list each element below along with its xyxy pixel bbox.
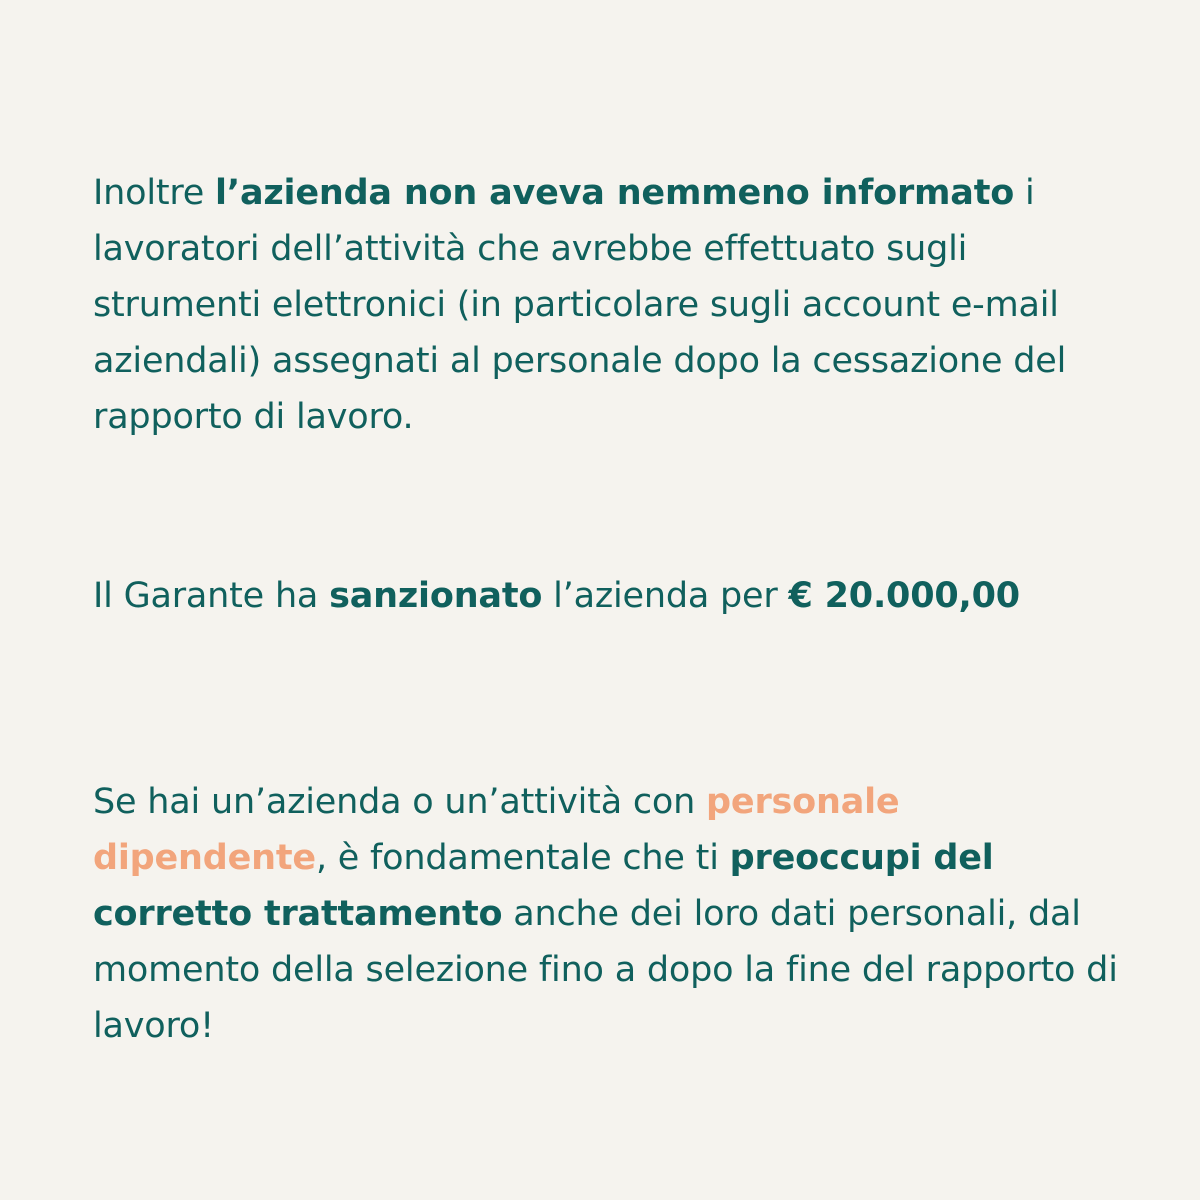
p1-rest: i lavoratori dell’attività che avrebbe effettuato sugli strumenti elettronici (in particolare sugli account e-mail aziendali) assegnati al personale dopo la cessazione del rapporto di lavoro.	[93, 173, 1067, 437]
p3-bold-statement: preoccupi del corretto trattamento	[93, 838, 994, 934]
p3-rest: anche dei loro dati personali, dal momento della selezione fino a dopo la fine del rapporto di lavoro!	[93, 894, 1118, 1046]
paragraph-missing-information	[93, 165, 1123, 445]
p3-intro: Se hai un’azienda o un’attività con	[93, 782, 707, 822]
p3-middle: , è fondamentale che ti	[315, 838, 730, 878]
paragraph-call-to-action	[93, 774, 1123, 1054]
paragraph-sanction	[93, 568, 1123, 624]
p1-intro: Inoltre	[93, 173, 216, 213]
p2-middle: l’azienda per	[542, 576, 789, 616]
p3-highlight: personale dipendente	[93, 782, 900, 878]
p2-intro: Il Garante ha	[93, 576, 330, 616]
p2-bold-verb: sanzionato	[329, 576, 543, 616]
p1-bold-statement: l’azienda non aveva nemmeno informato	[215, 173, 1015, 213]
fine-amount: € 20.000,00	[788, 576, 1020, 616]
